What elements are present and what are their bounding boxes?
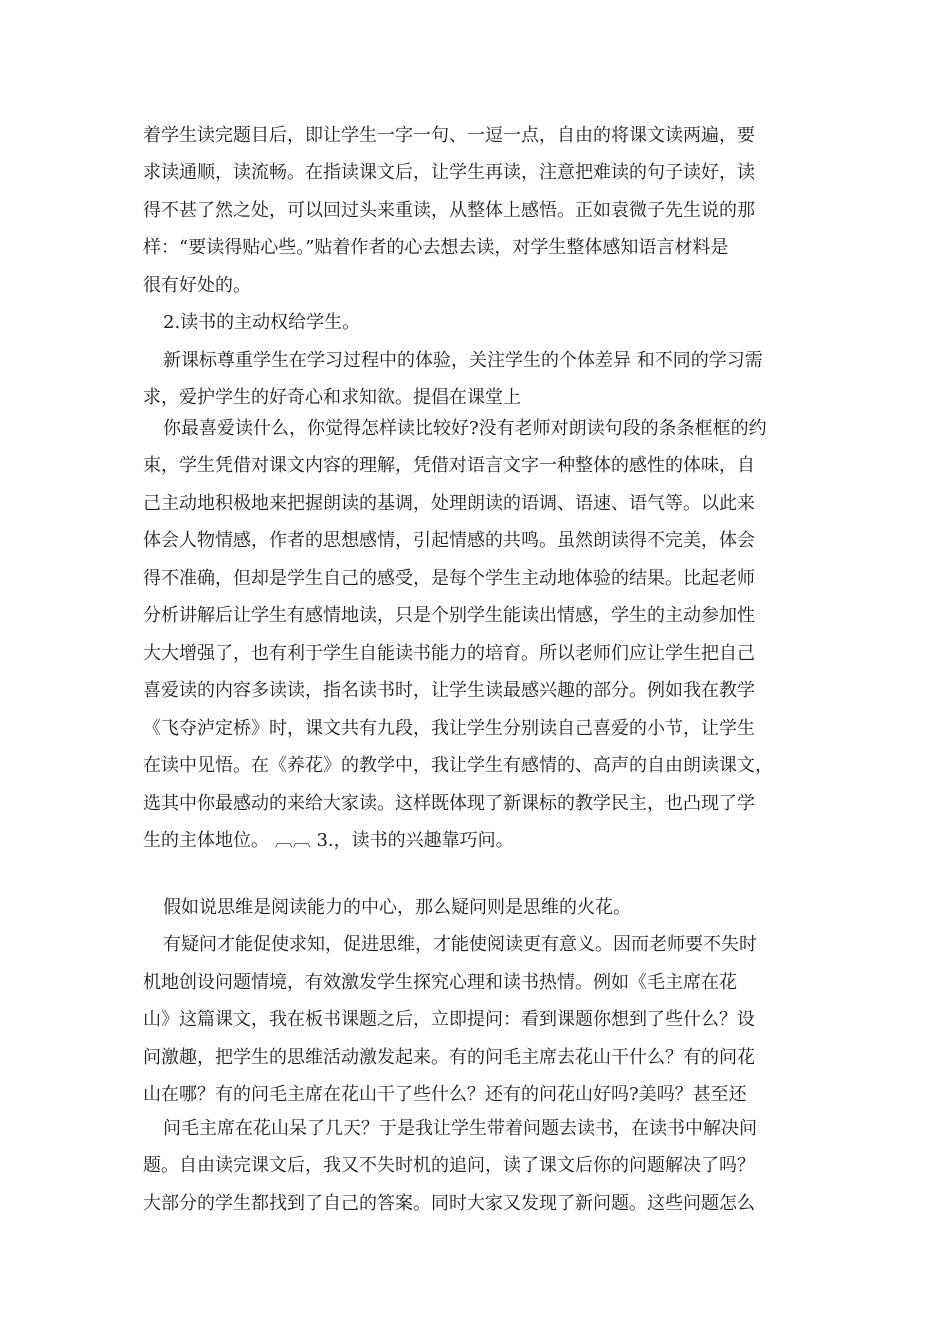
text-line: 问毛主席在花山呆了几天？于是我让学生带着问题去读书，在读书中解决问 <box>163 1118 757 1139</box>
text-line: 生的主体地位。 ︹︹ 3.，读书的兴趣靠巧问。 <box>143 830 514 851</box>
text-line: 分析讲解后让学生有感情地读，只是个别学生能读出情感，学生的主动参加性 <box>143 605 755 626</box>
text-line: 新课标尊重学生在学习过程中的体验，关注学生的个体差异 和不同的学习需 <box>163 350 763 371</box>
text-line: 大大增强了，也有利于学生自能读书能力的培育。所以老师们应让学生把自己 <box>143 643 755 664</box>
text-line: 在读中见悟。在《养花》的教学中，我让学生有感情的、高声的自由朗读课文， <box>143 755 773 776</box>
text-line: 着学生读完题目后，即让学生一字一句、一逗一点，自由的将课文读两遍，要 <box>143 125 755 146</box>
text-line: 山在哪？有的问毛主席在花山干了些什么？还有的问花山好吗?美吗？甚至还 <box>143 1084 747 1105</box>
text-line: 喜爱读的内容多读读，指名读书时，让学生读最感兴趣的部分。例如我在教学 <box>143 680 755 701</box>
section-heading: 2.读书的主动权给学生。 <box>163 312 361 333</box>
text-line: 得不甚了然之处，可以回过头来重读，从整体上感悟。正如袁微子先生说的那 <box>143 200 755 221</box>
text-line: 有疑问才能促使求知，促进思维，才能使阅读更有意义。因而老师要不失时 <box>163 934 757 955</box>
text-line: 大部分的学生都找到了自己的答案。同时大家又发现了新问题。这些问题怎么 <box>143 1193 755 1214</box>
text-line: 己主动地积极地来把握朗读的基调，处理朗读的语调、语速、语气等。以此来 <box>143 493 755 514</box>
text-line: 求，爱护学生的好奇心和求知欲。提倡在课堂上 <box>143 387 521 408</box>
text-line: 题。自由读完课文后，我又不失时机的追问，读了课文后你的问题解决了吗？ <box>143 1155 755 1176</box>
text-line: 假如说思维是阅读能力的中心，那么疑问则是思维的火花。 <box>163 897 631 918</box>
text-line: 样：“要读得贴心些。”贴着作者的心去想去读，对学生整体感知语言材料是 <box>143 237 729 258</box>
text-line: 机地创设问题情境，有效激发学生探究心理和读书热情。例如《毛主席在花 <box>143 972 737 993</box>
text-line: 求读通顺，读流畅。在指读课文后，让学生再读，注意把难读的句子读好，读 <box>143 162 755 183</box>
text-line: 《飞夺泸定桥》时，课文共有九段，我让学生分别读自己喜爱的小节，让学生 <box>143 718 755 739</box>
text-line: 体会人物情感，作者的思想感情，引起情感的共鸣。虽然朗读得不完美，体会 <box>143 530 755 551</box>
text-line: 问激趣，把学生的思维活动激发起来。有的问毛主席去花山干什么？有的问花 <box>143 1047 755 1068</box>
text-line: 山》这篇课文，我在板书课题之后，立即提问：看到课题你想到了些什么？设 <box>143 1009 755 1030</box>
text-line: 得不准确，但却是学生自己的感受，是每个学生主动地体验的结果。比起老师 <box>143 568 755 589</box>
text-line: 束，学生凭借对课文内容的理解，凭借对语言文字一种整体的感性的体味，自 <box>143 455 755 476</box>
text-line: 你最喜爱读什么，你觉得怎样读比较好?没有老师对朗读句段的条条框框的约 <box>163 418 767 439</box>
text-line: 很有好处的。 <box>143 275 251 296</box>
text-line: 选其中你最感动的来给大家读。这样既体现了新课标的教学民主，也凸现了学 <box>143 793 755 814</box>
